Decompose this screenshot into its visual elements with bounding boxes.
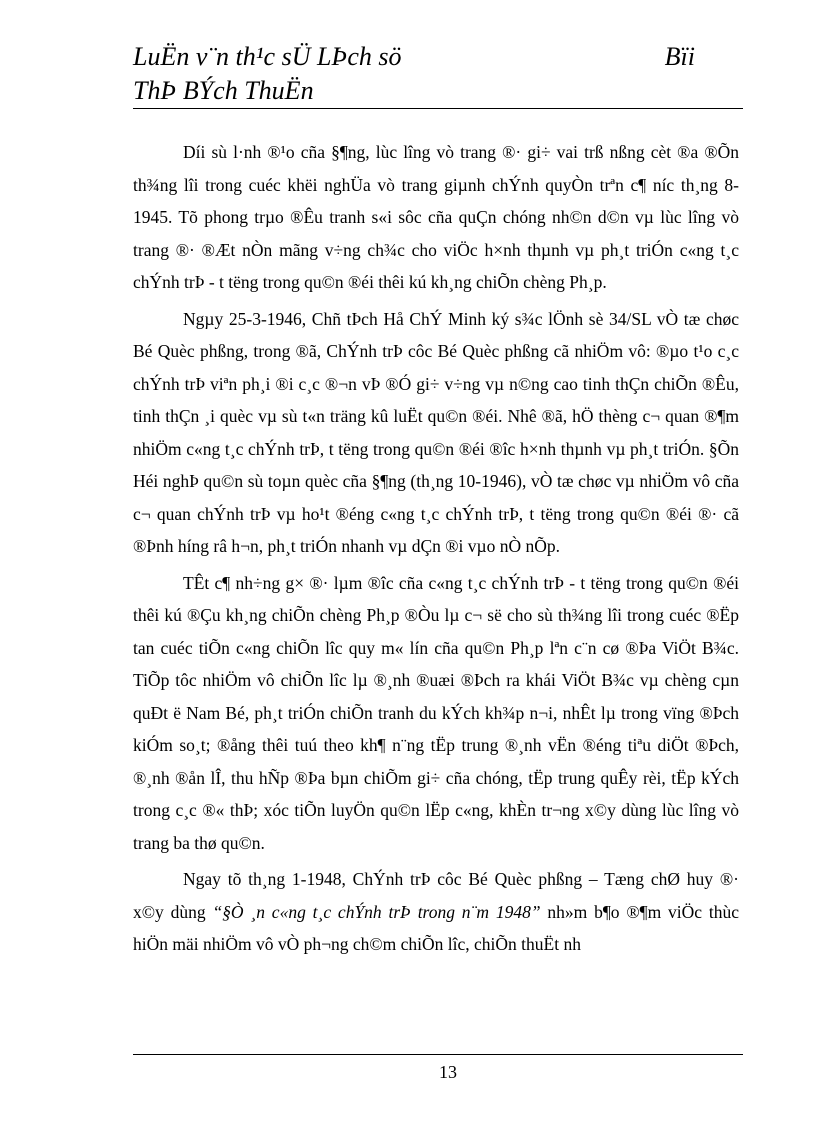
- paragraph-3: TÊt c¶ nh÷ng g× ®· lµm ®îc cña c«ng t¸c chÝnh trÞ - t tëng trong qu©n ®éi thêi kú ®Çu kh¸ng chiÕn chèng Ph¸p ®Òu lµ c¬ së cho sù th¾ng lîi trong cuéc ®Ëp tan cuéc tiÕn c«ng chiÕn lîc quy m« lín cña qu©n Ph¸p lªn c¨n cø ®Þa ViÖt B¾c. TiÕp tôc nhiÖm vô chiÕn lîc lµ ®¸nh ®uæi ®Þch ra khái ViÖt B¾c vµ chèng cµn quÐt ë Nam Bé, ph¸t triÓn chiÕn tranh du kÝch kh¾p n¬i, nhÊt lµ trong vïng ®Þch kiÓm so¸t; ®ång thêi tuú theo kh¶ n¨ng tËp trung ®¸nh vËn ®éng tiªu diÖt ®Þch, ®¸nh ®ån lÎ, thu hÑp ®Þa bµn chiÕm gi÷ cña chóng, tËp trung quÊy rèi, tËp kÝch trong c¸c ®« thÞ; xóc tiÕn luyÖn qu©n lËp c«ng, khÈn tr¬ng x©y dùng lùc lîng vò trang ba thø qu©n.: [133, 572, 739, 853]
- body-text: [133, 136, 739, 965]
- running-header: [133, 40, 743, 108]
- paragraph-4: [133, 863, 739, 961]
- paragraph-1: Díi sù l·nh ®¹o cña §¶ng, lùc lîng vò trang ®· gi÷ vai trß nßng cèt ®a ®Õn th¾ng lîi trong cuéc khëi nghÜa vò trang giµnh chÝnh quyÒn trªn c¶ níc th¸ng 8- 1945. Tõ phong trµo ®Êu tranh s«i sôc cña quÇn chóng nh©n d©n vµ lùc lîng vò trang ®· ®Æt nÒn mãng v÷ng ch¾c cho viÖc h×nh thµnh vµ ph¸t triÓn c«ng t¸c chÝnh trÞ - t tëng trong qu©n ®éi thêi kú kh¸ng chiÕn chèng Ph¸p.: [133, 142, 739, 292]
- page-number: 13: [439, 1062, 457, 1082]
- paragraph-4-italic-title: “§Ò ¸n c«ng t¸c chÝnh trÞ trong n¨m 1948”: [212, 901, 541, 922]
- header-author-rest: ThÞ BÝch ThuËn: [133, 76, 314, 105]
- header-rule: [133, 108, 743, 109]
- paragraph-2: Ngµy 25-3-1946, Chñ tÞch Hå ChÝ Minh ký s¾c lÖnh sè 34/SL vÒ tæ chøc Bé Quèc phßng, trong ®ã, ChÝnh trÞ côc Bé Quèc phßng cã nhiÖm vô: ®µo t¹o c¸c chÝnh trÞ viªn ph¸i ®i c¸c ®¬n vÞ ®Ó gi÷ v÷ng vµ n©ng cao tinh thÇn chiÕn ®Êu, tinh thÇn ¸i quèc vµ sù t«n träng kû luËt qu©n ®éi. Nhê ®ã, hÖ thèng c¬ quan ®¶m nhiÖm c«ng t¸c chÝnh trÞ, t tëng trong qu©n ®éi ®îc h×nh thµnh vµ ph¸t triÓn. §Õn Héi nghÞ qu©n sù toµn quèc cña §¶ng (th¸ng 10-1946), vÒ tæ chøc vµ nhiÖm vô cña c¬ quan chÝnh trÞ vµ ho¹t ®éng c«ng t¸c chÝnh trÞ, t tëng trong qu©n ®éi ®· cã ®Þnh híng râ h¬n, ph¸t triÓn nhanh vµ dÇn ®i vµo nÒ nÕp.: [133, 308, 739, 556]
- header-author-first: Bïi: [664, 42, 695, 71]
- footer-rule: [133, 1054, 743, 1055]
- paragraph-4-text: Ngay tõ th¸ng 1-1948, ChÝnh trÞ côc Bé Quèc phßng – Tæng chØ huy ®· x©y dùng: [133, 869, 739, 922]
- paragraph-4-text-end: nh»m b¶o ®¶m viÖc thùc hiÖn mäi nhiÖm vô vÒ ph¬ng ch©m chiÕn lîc, chiÕn thuËt nh: [133, 901, 739, 954]
- header-thesis-title: LuËn v¨n th¹c sÜ LÞch sö: [133, 42, 402, 71]
